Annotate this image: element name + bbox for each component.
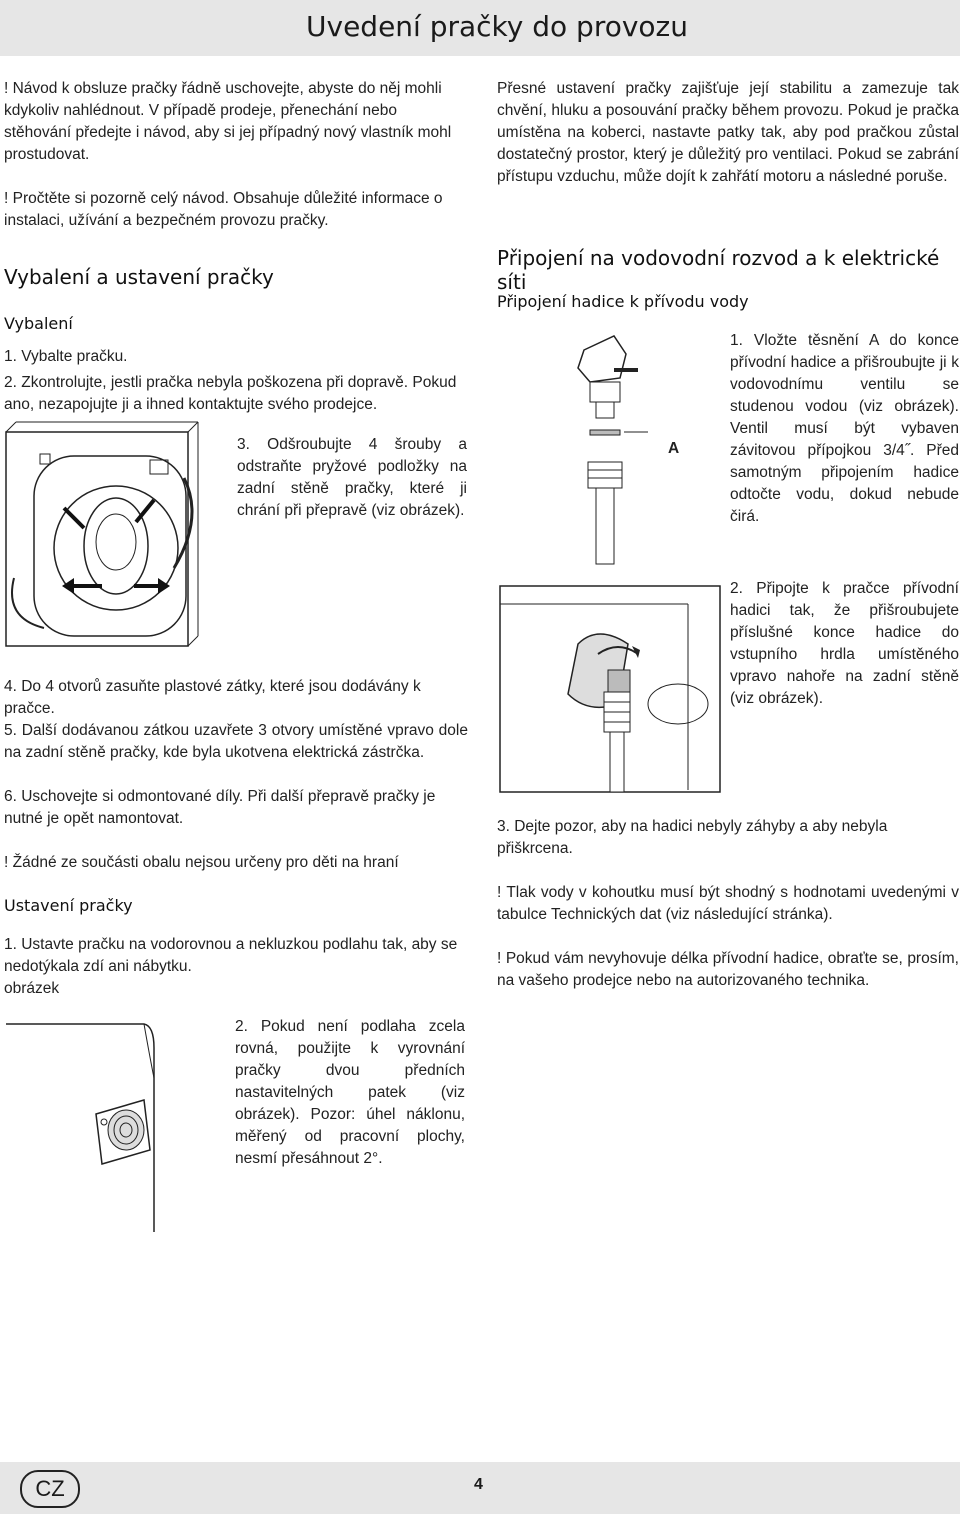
warning-packaging: ! Žádné ze součásti obalu nejsou určeny pro děti na hraní (4, 854, 399, 871)
intro-paragraph-1: ! Návod k obsluze pračky řádně uschovejte, abyste do něj mohli kdykoliv nahlédnout. V případě prodeje, přenechání nebo stěhování předejte i návod, aby si jej případný nový vlastník mohl prostudovat. (4, 80, 452, 163)
right-intro-paragraph: Přesné ustavení pračky zajišťuje její stabilitu a zamezuje tak chvění, hluku a posouvání pračky během provozu. Pokud je pračka umístěna na koberci, nastavte patky tak, aby pod pračkou zůstal dostatečný prostor, který je důležitý pro ventilaci. Pokud se zabrání přístupu vzduchu, může dojít k zahřátí motoru a následné poruše. (497, 80, 959, 185)
intro-paragraph-2: ! Pročtěte si pozorně celý návod. Obsahuje důležité informace o instalaci, užívání a bezpečném provozu pračky. (4, 190, 443, 229)
subheading-level: Ustavení pračky (4, 896, 133, 915)
note-water-pressure: ! Tlak vody v kohoutku musí být shodný s hodnotami uvedenými v tabulce Technických dat (viz následující stránka). (497, 884, 959, 923)
hose-step-1: 1. Vložte těsnění A do konce přívodní hadice a přišroubujte ji k vodovodnímu ventilu se studenou vodou (viz obrázek). Ventil musí být vybaven závitovou přípojkou 3/4˝. Před samotným připojením hadice odtočte vodu, dokud nebude čirá. (730, 332, 959, 525)
page-number: 4 (474, 1476, 483, 1493)
seal-label-a: A (668, 440, 680, 457)
step-5: 5. Další dodávanou zátkou uzavřete 3 otvory umístěné vpravo dole na zadní stěně pračky, kde byla ukotvena elektrická zástrčka. (4, 722, 468, 761)
section-title-unpack-level: Vybalení a ustavení pračky (4, 265, 274, 289)
subheading-hose: Připojení hadice k přívodu vody (497, 292, 749, 311)
step-4: 4. Do 4 otvorů zasuňte plastové zátky, které jsou dodávány k pračce. (4, 678, 421, 717)
language-badge: CZ (20, 1470, 80, 1508)
step-6: 6. Uschovejte si odmontované díly. Při další přepravě pračky je nutné je opět namontovat. (4, 788, 436, 827)
step-3: 3. Odšroubujte 4 šrouby a odstraňte pryžové podložky na zadní stěně pračky, které ji chrání při přepravě (viz obrázek). (237, 436, 467, 519)
inlet-connection-illustration (498, 584, 722, 794)
step-2: 2. Zkontrolujte, jestli pračka nebyla poškozena při dopravě. Pokud ano, nezapojujte ji a ihned kontaktujte svého prodejce. (4, 374, 457, 413)
level-step-1: 1. Ustavte pračku na vodorovnou a nekluzkou podlahu tak, aby se nedotýkala zdí ani nábytku. (4, 936, 458, 975)
hose-step-3: 3. Dejte pozor, aby na hadici nebyly záhyby a aby nebyla přiškrcena. (497, 818, 888, 857)
note-hose-length: ! Pokud vám nevyhovuje délka přívodní hadice, obraťte se, prosím, na vašeho prodejce nebo na autorizovaného technika. (497, 950, 959, 989)
adjustable-foot-illustration (4, 1018, 226, 1238)
washer-back-illustration (4, 418, 226, 652)
section-title-connection: Připojení na vodovodní rozvod a k elektrické síti (497, 246, 940, 294)
page-title: Uvedení pračky do provozu (306, 10, 688, 43)
level-step-1-caption: obrázek (4, 980, 60, 997)
subheading-unpack: Vybalení (4, 314, 73, 333)
step-1: 1. Vybalte pračku. (4, 348, 128, 365)
level-step-2: 2. Pokud není podlaha zcela rovná, použijte k vyrovnání pračky dvou předních nastavitelných patek (viz obrázek). Pozor: úhel náklonu, měřený od pracovní plochy, nesmí přesáhnout 2°. (235, 1018, 465, 1167)
hose-step-2: 2. Připojte k pračce přívodní hadici tak, že přišroubujete příslušné konce hadice do vstupního hrdla umístěného vpravo nahoře na zadní stěně (viz obrázek). (730, 580, 959, 707)
